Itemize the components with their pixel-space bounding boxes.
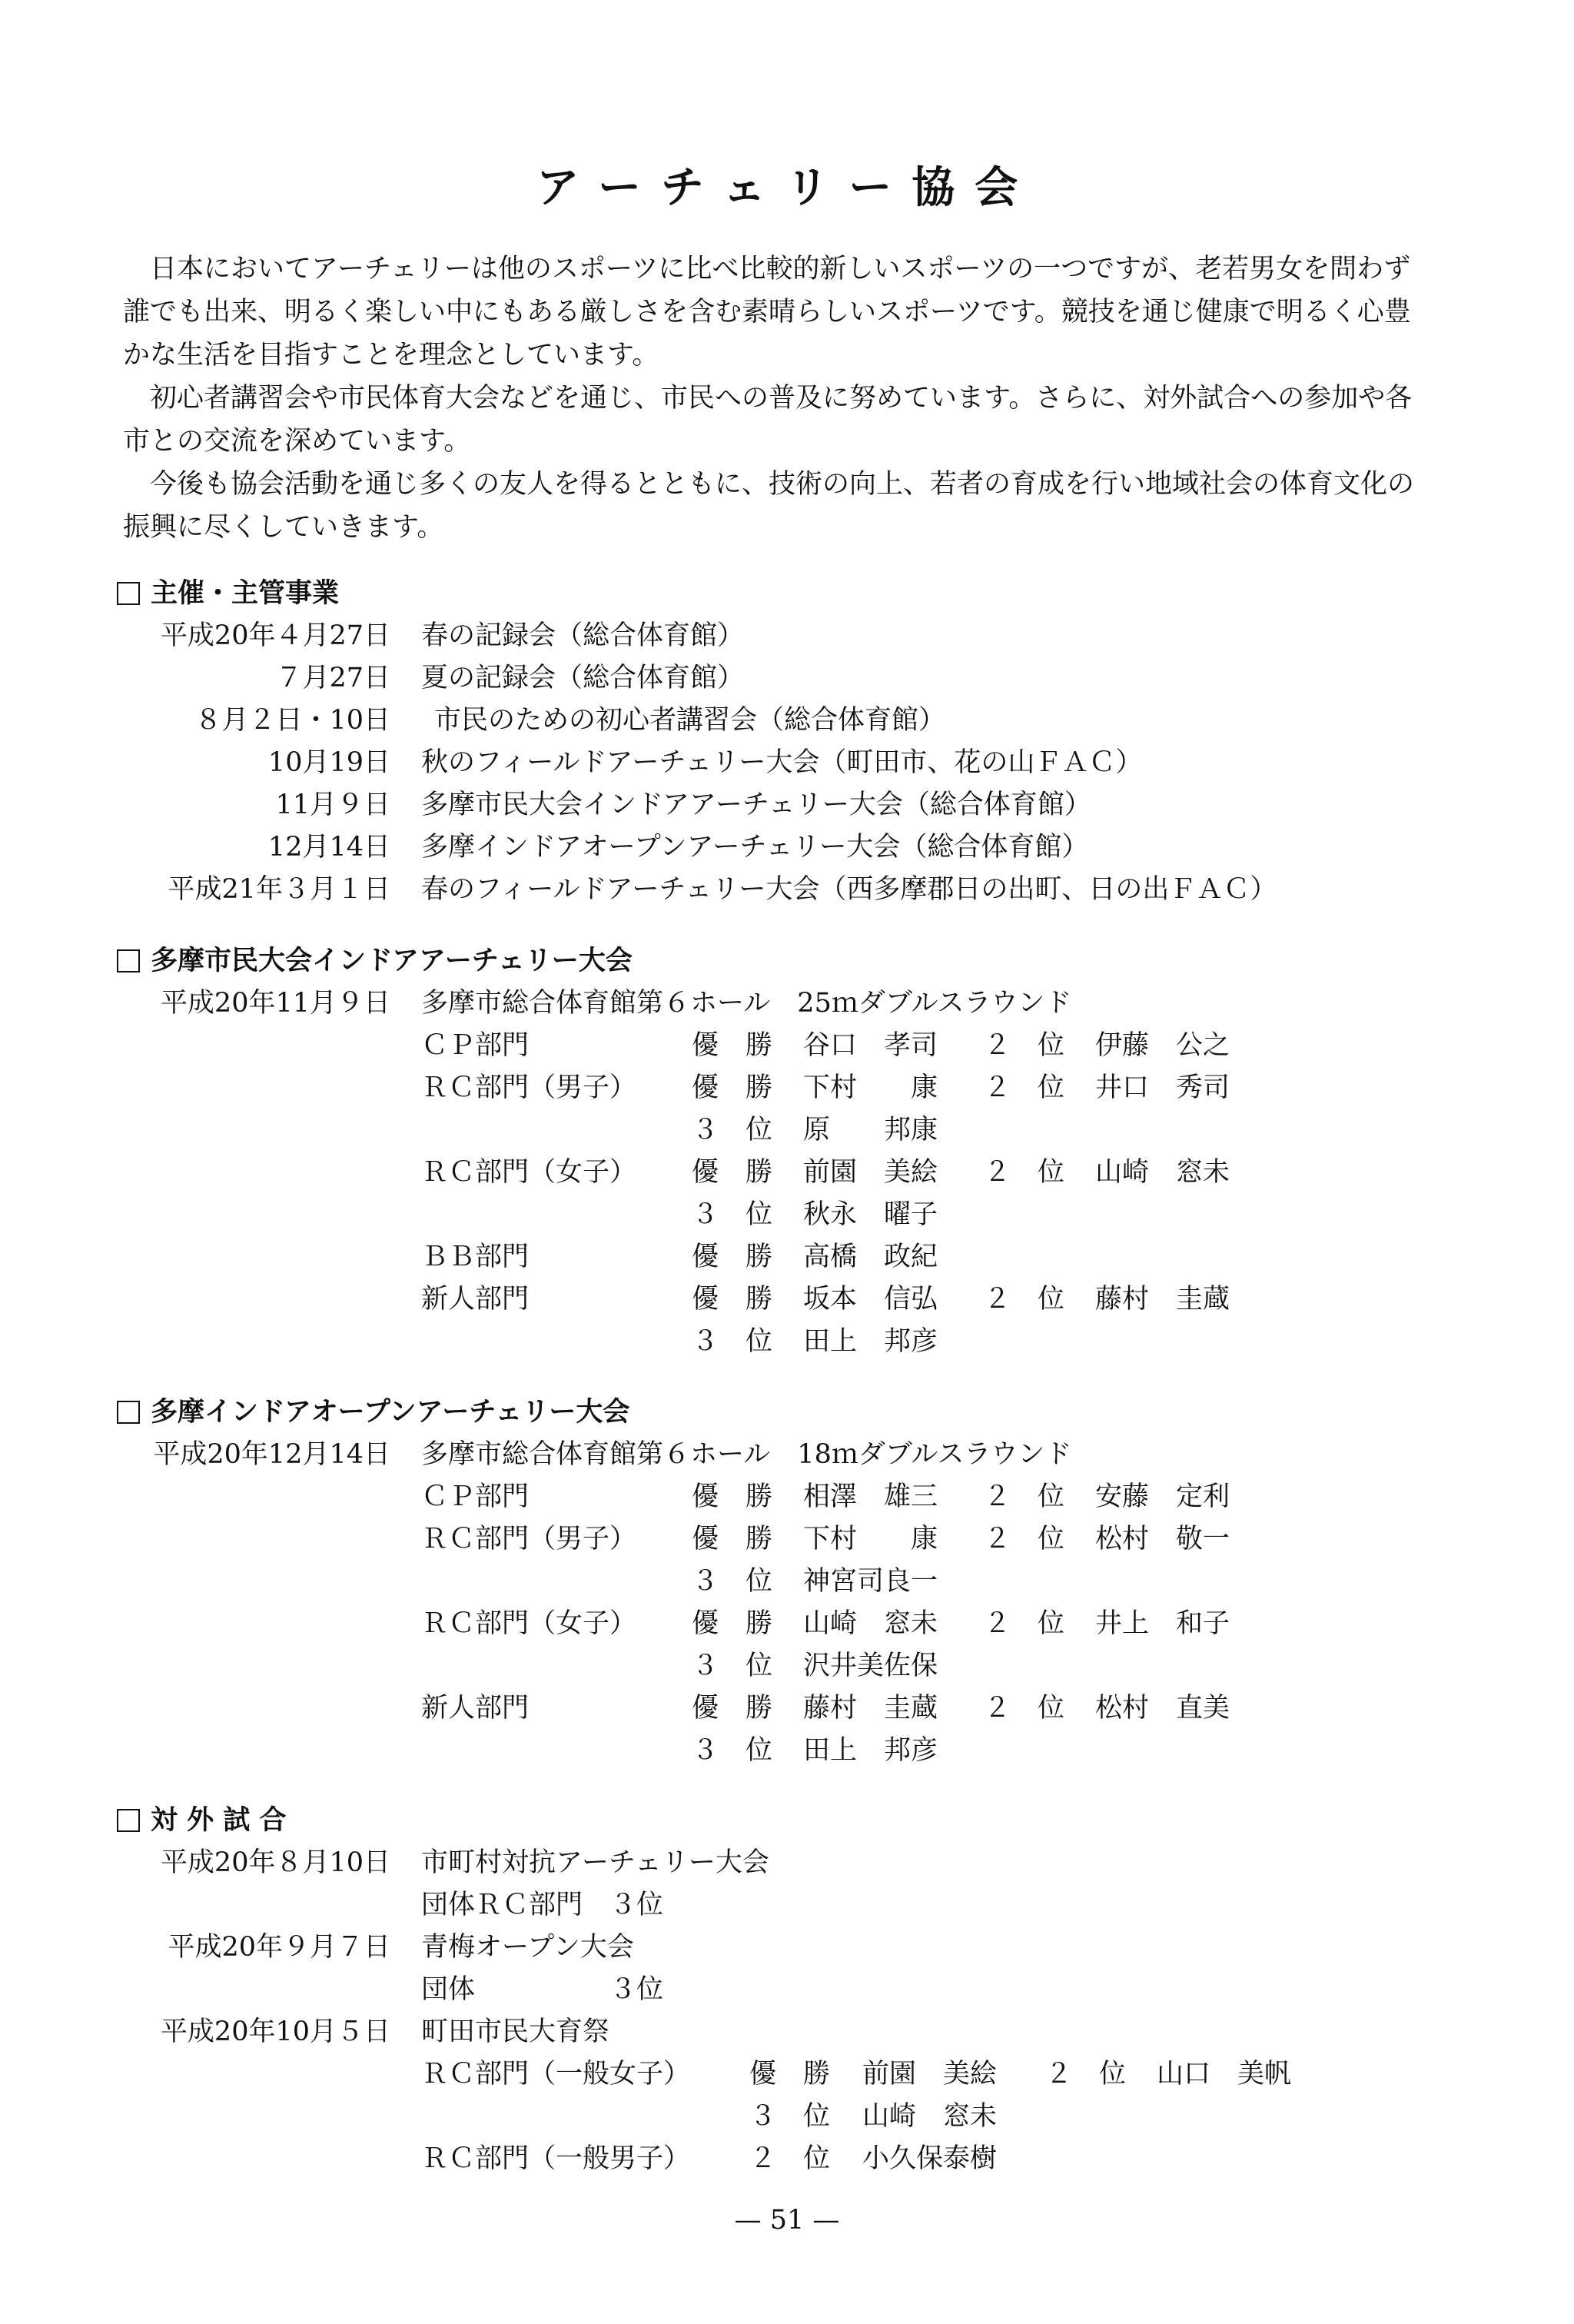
result-row: ＲＣ部門（女子） 優 勝 山崎 窓未 ２ 位 井上 和子 bbox=[421, 1608, 1230, 1639]
result-row: ＣＰ部門 優 勝 相澤 雄三 ２ 位 安藤 定利 bbox=[421, 1481, 1230, 1512]
result-row: ＲＣ部門（男子） 優 勝 下村 康 ２ 位 松村 敬一 bbox=[421, 1524, 1230, 1554]
result-row: 新人部門 優 勝 藤村 圭蔵 ２ 位 松村 直美 bbox=[421, 1693, 1230, 1724]
section-heading-events: 主催・主管事業 bbox=[117, 574, 339, 613]
result-row: 団体ＲＣ部門 ３位 bbox=[421, 1890, 664, 1920]
result-row: ３ 位 田上 邦彦 bbox=[692, 1735, 938, 1766]
event-row: 11月９日 多摩市民大会インドアアーチェリー大会（総合体育館） bbox=[275, 790, 1091, 820]
event-row: 平成20年11月９日 多摩市総合体育館第６ホール 25ｍダブルスラウンド bbox=[160, 988, 1072, 1019]
result-row: ３ 位 田上 邦彦 bbox=[692, 1326, 938, 1357]
result-row: ＲＣ部門（女子） 優 勝 前園 美絵 ２ 位 山崎 窓未 bbox=[421, 1157, 1230, 1188]
event-row: 平成20年10月５日 町田市民大育祭 bbox=[160, 2016, 610, 2047]
result-row: ３ 位 原 邦康 bbox=[692, 1115, 938, 1145]
checkbox-square-icon bbox=[117, 1401, 140, 1424]
result-row: ＲＣ部門（男子） 優 勝 下村 康 ２ 位 井口 秀司 bbox=[421, 1072, 1230, 1103]
result-row: ３ 位 神宮司良一 bbox=[692, 1566, 938, 1597]
result-row: ＢＢ部門 優 勝 高橋 政紀 bbox=[421, 1242, 938, 1272]
checkbox-square-icon bbox=[117, 1809, 140, 1832]
event-row: 12月14日 多摩インドアオープンアーチェリー大会（総合体育館） bbox=[267, 832, 1089, 863]
event-row: ８月２日・10日 市民のための初心者講習会（総合体育館） bbox=[194, 705, 946, 736]
section-heading-indoor-city: 多摩市民大会インドアアーチェリー大会 bbox=[117, 942, 633, 980]
section-heading-indoor-open: 多摩インドアオープンアーチェリー大会 bbox=[117, 1393, 629, 1431]
section-heading-external: 対 外 試 合 bbox=[117, 1801, 287, 1840]
event-row: 平成20年９月７日 青梅オープン大会 bbox=[168, 1932, 634, 1963]
page-title: アーチェリー協会 bbox=[536, 162, 1038, 213]
result-row: 団体 ３位 bbox=[421, 1974, 664, 2005]
result-row: ３ 位 沢井美佐保 bbox=[692, 1651, 938, 1681]
intro-paragraph: 今後も協会活動を通じ多くの友人を得るとともに、技術の向上、若者の育成を行い地域社会の体育文化の振興に尽くしていきます。 bbox=[123, 469, 1415, 543]
checkbox-square-icon bbox=[117, 949, 140, 972]
result-row: ３ 位 山崎 窓未 bbox=[749, 2101, 998, 2132]
intro-paragraph: 日本においてアーチェリーは他のスポーツに比べ比較的新しいスポーツの一つですが、老若男女を問わず誰でも出来、明るく楽しい中にもある厳しさを含む素晴らしいスポーツです。競技を通じ健康で明るく心豊かな生活を目指すことを理念としています。 bbox=[123, 254, 1411, 371]
result-row: ３ 位 秋永 曜子 bbox=[692, 1199, 938, 1230]
result-row: ＲＣ部門（一般女子） 優 勝 前園 美絵 ２ 位 山口 美帆 bbox=[421, 2059, 1292, 2090]
event-row: 平成21年３月１日 春のフィールドアーチェリー大会（西多摩郡日の出町、日の出ＦＡＣ） bbox=[168, 874, 1277, 905]
event-row: 平成20年４月27日 春の記録会（総合体育館） bbox=[160, 620, 745, 651]
page-number: — 51 — bbox=[734, 2205, 840, 2236]
checkbox-square-icon bbox=[117, 582, 140, 605]
event-row: 平成20年12月14日 多摩市総合体育館第６ホール 18ｍダブルスラウンド bbox=[153, 1439, 1072, 1470]
result-row: ＣＰ部門 優 勝 谷口 孝司 ２ 位 伊藤 公之 bbox=[421, 1030, 1230, 1061]
intro-paragraph: 初心者講習会や市民体育大会などを通じ、市民への普及に努めています。さらに、対外試合への参加や各市との交流を深めています。 bbox=[123, 383, 1413, 457]
event-row: 10月19日 秋のフィールドアーチェリー大会（町田市、花の山ＦＡＣ） bbox=[267, 747, 1143, 778]
result-row: ＲＣ部門（一般男子） ２ 位 小久保泰樹 bbox=[421, 2143, 998, 2174]
result-row: 新人部門 優 勝 坂本 信弘 ２ 位 藤村 圭蔵 bbox=[421, 1284, 1230, 1315]
event-row: 平成20年８月10日 市町村対抗アーチェリー大会 bbox=[160, 1847, 769, 1878]
intro-text bbox=[123, 248, 1422, 549]
event-row: ７月27日 夏の記録会（総合体育館） bbox=[275, 663, 745, 693]
